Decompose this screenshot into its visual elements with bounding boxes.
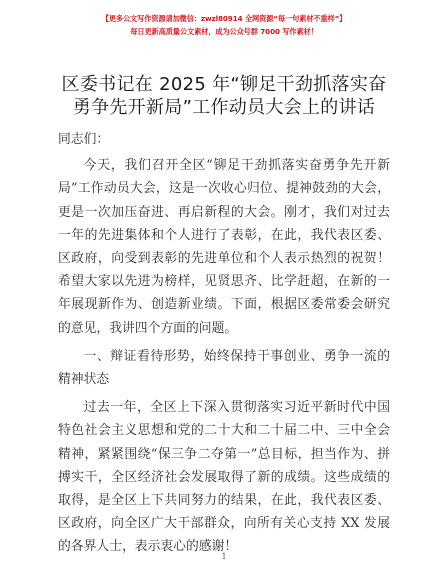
promo-banner-line-2: 每日更新高质量公文素材，成为公众号群 7000 写作素材！ (130, 27, 318, 36)
page-number: 1 (221, 552, 227, 561)
section-heading-1: 一、辩证看待形势，始终保持干事创业、勇争一流的精神状态 (58, 348, 390, 388)
salutation: 同志们： (58, 132, 110, 147)
paragraph-review: 过去一年，全区上下深入贯彻落实习近平新时代中国特色社会主义思想和党的二十大和二十届二中、三中全会精神，紧紧围绕“保三争二夺第一”总目标，担当作为、拼搏实干，全区经济社会发展取得了新的成绩。这些成绩的取得，是全区上下共同努力的结果，在此，我代表区委、区政府，向全区广大干部群众，向所有关心支持 XX 发展的各界人士，表示衷心的感谢！ (58, 400, 390, 555)
document-body (58, 128, 390, 559)
paragraph-intro: 今天，我们召开全区“铆足干劲抓落实奋勇争先开新局”工作动员大会，这是一次收心归位、提神鼓劲的大会，更是一次加压奋进、再启新程的大会。刚才，我们对过去一年的先进集体和个人进行了表彰，在此，我代表区委、区政府，向受到表彰的先进单位和个人表示热烈的祝贺！希望大家以先进为榜样，见贤思齐、比学赶超，在新的一年展现新作为、创造新业绩。下面，根据区委常委会研究的意见，我讲四个方面的问题。 (58, 158, 390, 336)
document-title: 区委书记在 2025 年“铆足干劲抓落实奋勇争先开新局”工作动员大会上的讲话 (61, 74, 387, 118)
promo-banner (98, 13, 350, 37)
promo-banner-line-1: 【更多公文写作资源请加微信：zwzl80914 全网资源“每一句素材不重样”】 (101, 14, 347, 23)
